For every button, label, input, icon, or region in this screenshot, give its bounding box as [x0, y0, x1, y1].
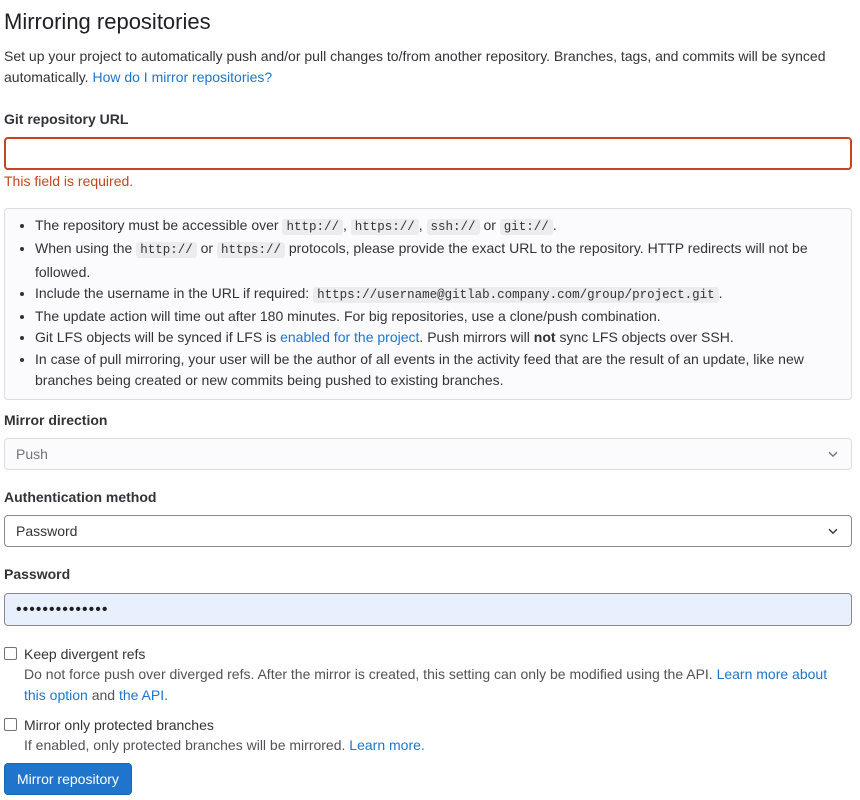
page-title: Mirroring repositories: [4, 9, 211, 34]
intro-text: [4, 46, 844, 88]
keep-divergent-refs-row: [4, 644, 145, 664]
help-text: or: [200, 240, 214, 257]
help-item-timeout: • The update action will time out after 180 minutes. For big repositories, use a clone/push combination.: [35, 306, 851, 327]
password-input[interactable]: [4, 593, 852, 626]
protected-branches-label[interactable]: Mirror only protected branches: [24, 717, 214, 733]
help-bold-not: not: [533, 329, 556, 346]
help-item-username: [35, 283, 851, 306]
code-git: git://: [500, 219, 553, 235]
help-text: ,: [342, 217, 347, 233]
help-text: Do not force push over diverged refs. After the mirror is created, this setting can only be modified using the API.: [24, 666, 713, 682]
protected-branches-help: [24, 735, 844, 756]
code-https: https://: [217, 242, 285, 258]
help-text: When using the: [35, 240, 133, 257]
password-masked-value: ••••••••••••••: [16, 600, 109, 618]
auth-method-label: Authentication method: [4, 489, 157, 505]
help-text: The repository must be accessible over: [35, 217, 279, 233]
help-text: ,: [418, 217, 423, 233]
help-item-pull-author: • In case of pull mirroring, your user will be the author of all events in the activity feed that are the result of an update, like new branches being created or new commits being pushed to existing branches.: [35, 349, 851, 392]
protected-branches-row: [4, 715, 214, 735]
help-item-protocols: [35, 215, 851, 238]
help-list: [5, 209, 851, 391]
code-https: https://: [351, 219, 419, 235]
learn-more-link[interactable]: Learn more.: [349, 737, 425, 753]
mirror-repository-button[interactable]: Mirror repository: [4, 763, 132, 795]
help-text: .: [164, 687, 169, 703]
help-link-mirror[interactable]: How do I mirror repositories?: [92, 69, 273, 85]
help-text: .: [552, 217, 557, 233]
auth-method-select[interactable]: [4, 515, 852, 547]
git-url-error: This field is required.: [4, 173, 134, 189]
keep-divergent-refs-label[interactable]: Keep divergent refs: [24, 646, 146, 662]
mirror-direction-label: Mirror direction: [4, 412, 108, 428]
help-item-redirects: [35, 238, 851, 283]
help-text: or: [483, 217, 496, 233]
chevron-down-icon: [826, 524, 840, 538]
mirror-direction-value: Push: [16, 446, 48, 462]
code-example-url: https://username@gitlab.company.com/group/project.git: [313, 287, 719, 303]
mirror-direction-select[interactable]: [4, 438, 852, 470]
code-http: http://: [136, 242, 197, 258]
help-text: Include the username in the URL if required:: [35, 284, 310, 301]
url-help-box: [4, 208, 852, 400]
help-text: protocols, please provide the exact URL to the repository. HTTP redirects will not be followed.: [35, 240, 808, 280]
lfs-enabled-link[interactable]: enabled for the project: [280, 329, 420, 346]
help-text: Git LFS objects will be synced if LFS is: [35, 329, 277, 346]
help-text: .: [718, 284, 723, 301]
help-item-lfs: [35, 327, 851, 348]
password-label: Password: [4, 566, 71, 582]
keep-divergent-refs-help: [24, 664, 844, 706]
git-url-input[interactable]: [4, 137, 852, 170]
learn-more-option-link[interactable]: Learn more about this option: [24, 666, 828, 703]
api-link[interactable]: the API: [118, 687, 165, 703]
help-text: If enabled, only protected branches will be mirrored.: [24, 737, 346, 753]
help-text: . Push mirrors will: [419, 329, 530, 346]
git-url-label: Git repository URL: [4, 111, 129, 127]
chevron-down-icon: [826, 447, 840, 461]
auth-method-value: Password: [16, 523, 78, 539]
keep-divergent-refs-checkbox[interactable]: [4, 647, 17, 660]
help-text: and: [91, 687, 116, 703]
help-text: sync LFS objects over SSH.: [559, 329, 734, 346]
intro-description: Set up your project to automatically push and/or pull changes to/from another repository. Branches, tags, and commits will be synced automatically.: [4, 48, 826, 85]
code-http: http://: [282, 219, 343, 235]
protected-branches-checkbox[interactable]: [4, 718, 17, 731]
code-ssh: ssh://: [427, 219, 480, 235]
